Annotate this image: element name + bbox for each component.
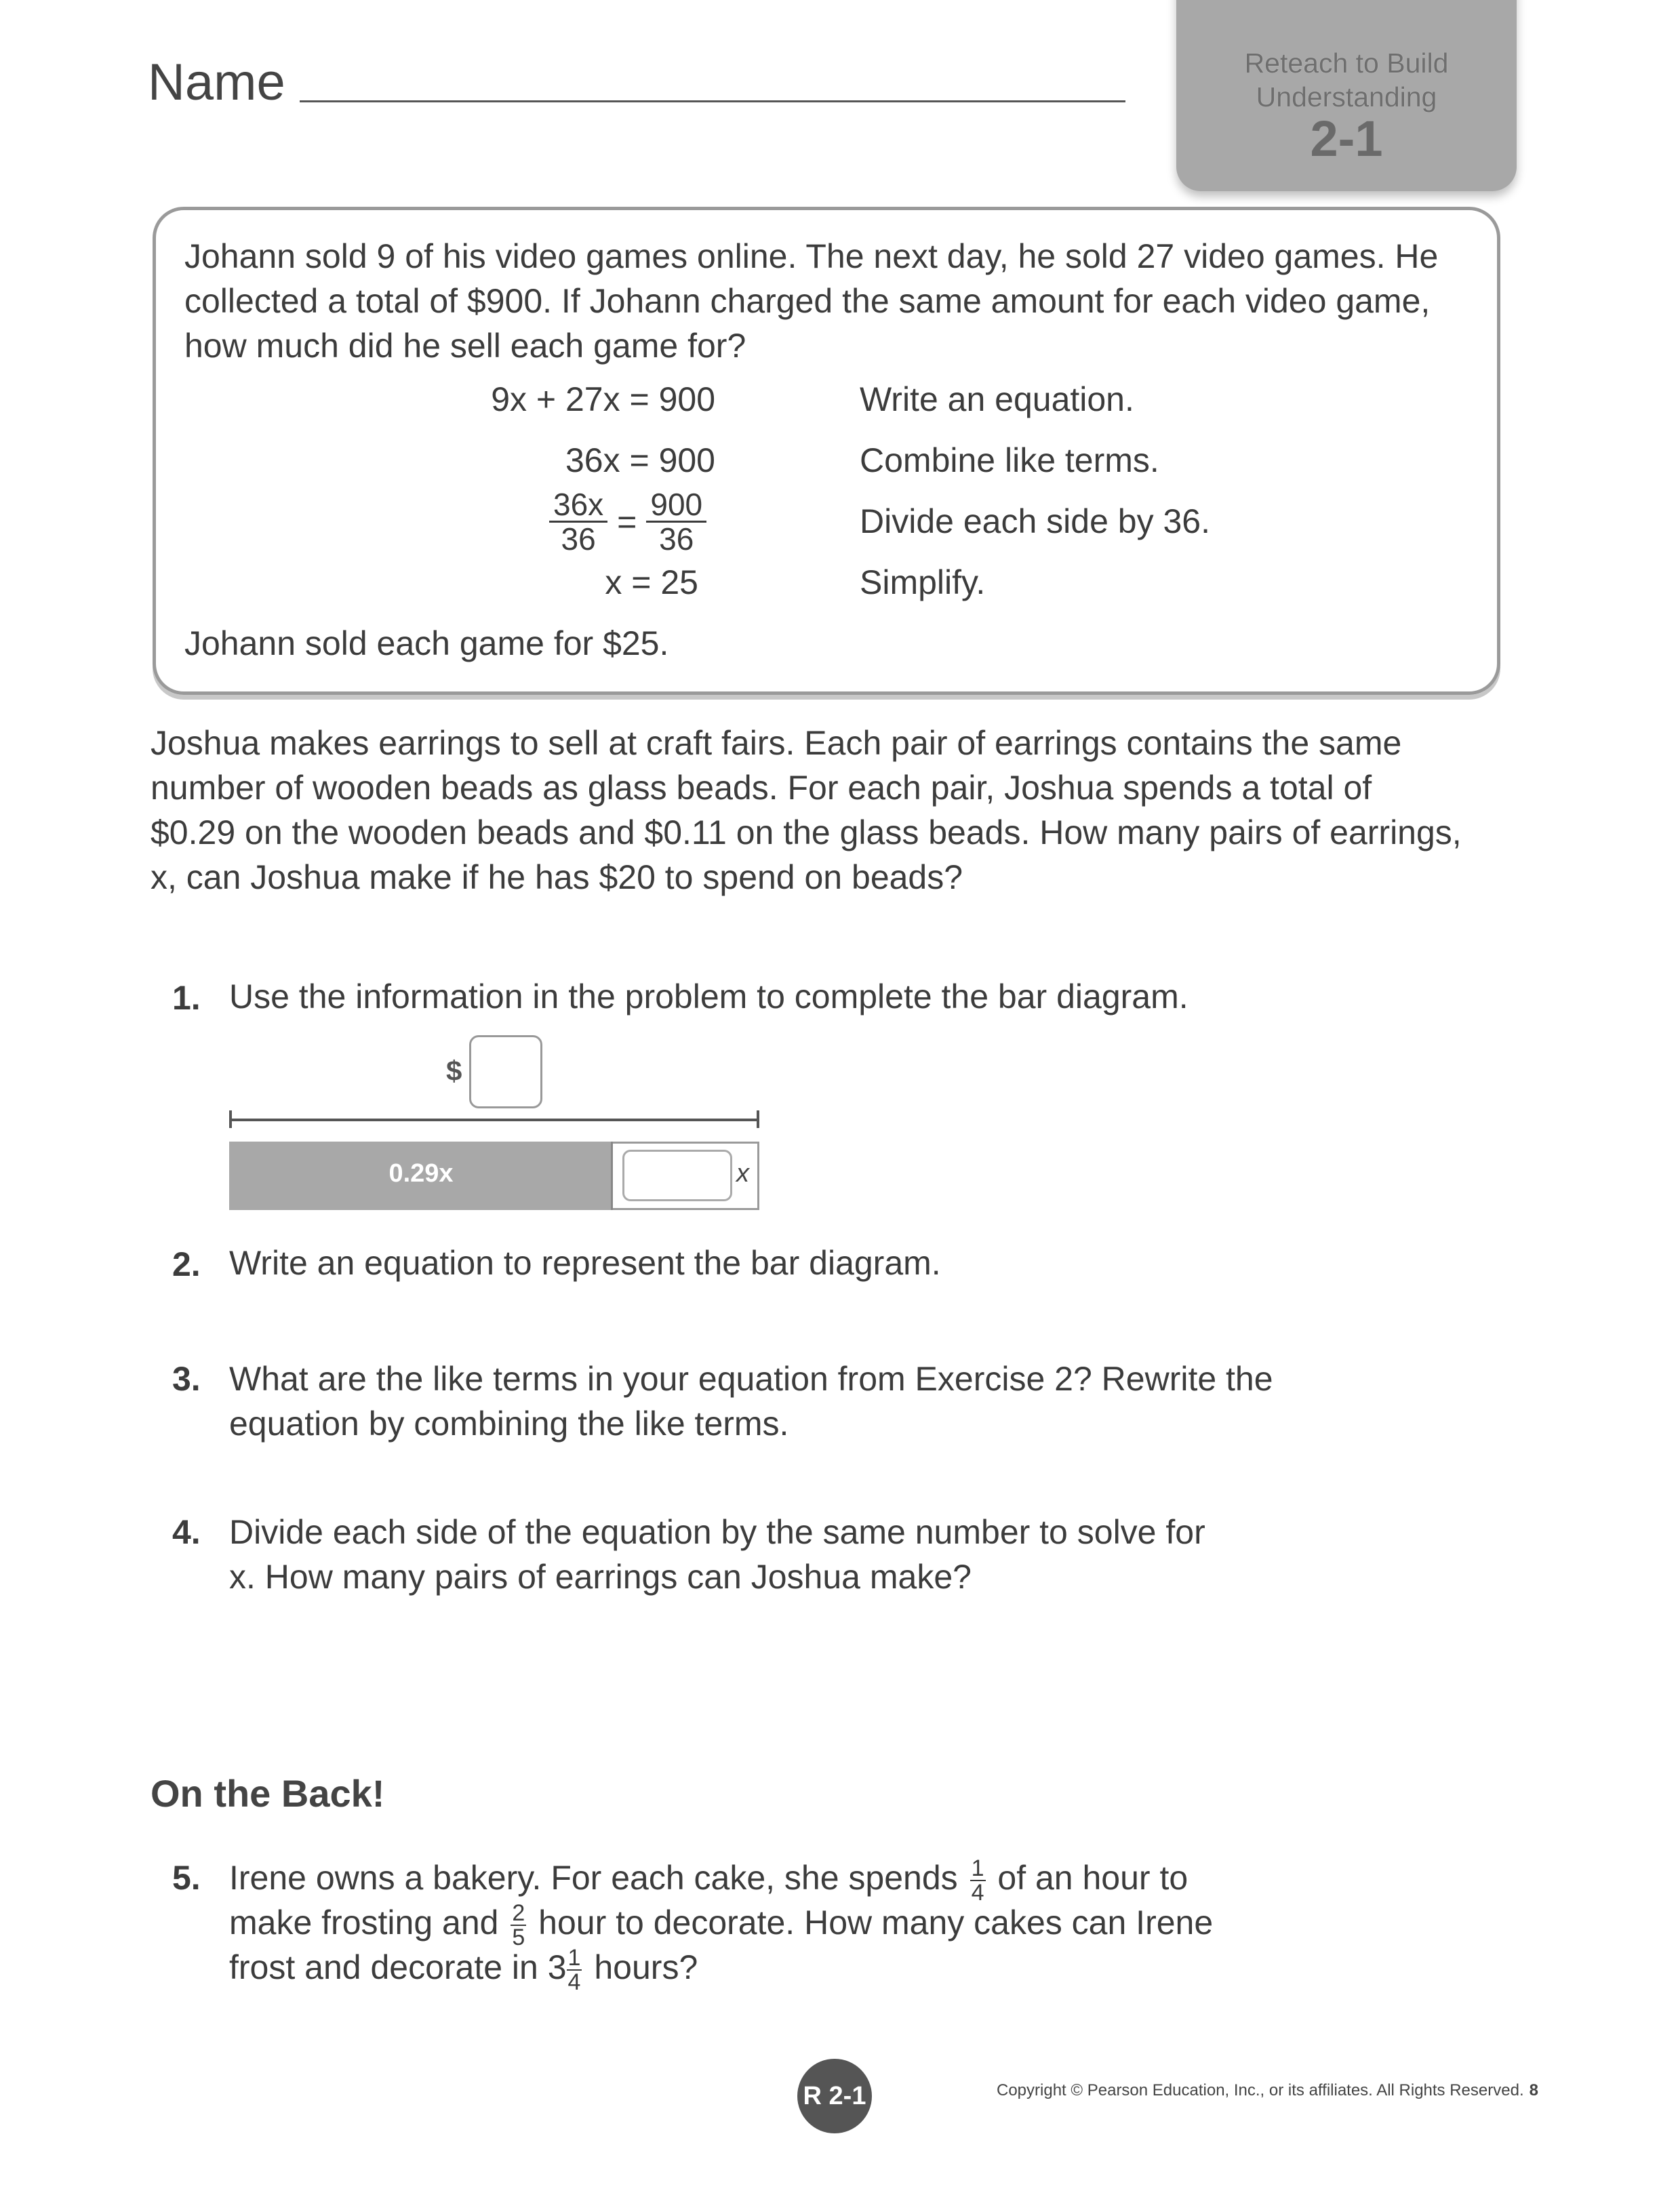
- question-3-number: 3.: [172, 1360, 201, 1398]
- question-1-number: 1.: [172, 979, 201, 1017]
- question-2-number: 2.: [172, 1245, 201, 1283]
- example-equation-3: $\frac{36x}{36}$ = $\frac{900}{36}$: [549, 488, 706, 556]
- question-5-number: 5.: [172, 1859, 201, 1897]
- q5-frac3-denominator: 4: [567, 1969, 581, 1995]
- example-step-2: Combine like terms.: [860, 441, 1159, 479]
- problem-text: Joshua makes earrings to sell at craft fairs. Each pair of earrings contains the same number of wooden beads as glass beads. For each pair, Joshua spends a total of $0.29 on the wooden beads and $0.11 on the glass beads. How many pairs of earrings, x, can Joshua make if he has $20 to spend on beads?: [151, 724, 1462, 896]
- question-4-text: Divide each side of the equation by the same number to solve for x. How many pairs of earrings can Joshua make?: [229, 1513, 1205, 1596]
- q5-line3-a: frost and decorate in 3: [229, 1948, 567, 1986]
- bar-segment-glass-answer-box[interactable]: [622, 1150, 732, 1201]
- on-the-back-heading: On the Back!: [151, 1772, 385, 1815]
- example-equation-2: 36x = 900: [565, 441, 715, 479]
- q5-line3-b: hours?: [594, 1948, 698, 1986]
- q5-frac1-denominator: 4: [971, 1879, 984, 1906]
- frac-left-denominator: 36: [561, 521, 596, 557]
- total-answer-box[interactable]: [469, 1035, 542, 1108]
- q5-frac1-numerator: 1: [971, 1855, 984, 1881]
- lesson-tab-title-line2: Understanding: [1256, 81, 1437, 113]
- name-write-line[interactable]: [300, 100, 1125, 102]
- lesson-tab-title-line1: Reteach to Build: [1244, 47, 1449, 79]
- q5-frac2-denominator: 5: [512, 1924, 525, 1950]
- q5-line1-b: of an hour to: [997, 1859, 1188, 1897]
- total-bracket: [231, 1119, 759, 1121]
- example-step-1: Write an equation.: [860, 380, 1134, 418]
- question-3-text: What are the like terms in your equation from Exercise 2? Rewrite the equation by combining the like terms.: [229, 1360, 1273, 1443]
- question-4-number: 4.: [172, 1513, 201, 1551]
- bracket-right-tick: [757, 1110, 759, 1128]
- example-step-3: Divide each side by 36.: [860, 502, 1210, 540]
- page-number: 8: [1529, 2081, 1538, 2099]
- question-1-text: Use the information in the problem to complete the bar diagram.: [229, 978, 1188, 1015]
- copyright-text: Copyright © Pearson Education, Inc., or its affiliates. All Rights Reserved.: [997, 2081, 1524, 2099]
- bar-segment-glass-variable: x: [736, 1159, 749, 1188]
- lesson-number: 2-1: [1310, 110, 1383, 167]
- copyright-notice: [997, 2081, 1538, 2100]
- frac-left-numerator: 36x: [549, 488, 607, 523]
- question-2-text: Write an equation to represent the bar diagram.: [229, 1244, 941, 1282]
- dollar-sign: $: [446, 1055, 462, 1087]
- question-5-line2: [229, 1900, 1213, 1949]
- q5-line1-a: Irene owns a bakery. For each cake, she spends: [229, 1859, 958, 1897]
- example-step-4: Simplify.: [860, 563, 986, 601]
- question-5-line1: [229, 1855, 1188, 1904]
- frac-right-numerator: 900: [646, 488, 706, 523]
- question-5-line3: [229, 1945, 698, 1994]
- bracket-left-tick: [229, 1110, 232, 1128]
- example-answer: Johann sold each game for $25.: [184, 624, 669, 662]
- q5-line2-b: hour to decorate. How many cakes can Irene: [538, 1904, 1214, 1942]
- example-equation-4: x = 25: [605, 563, 698, 601]
- q5-frac3-numerator: 1: [567, 1944, 581, 1971]
- frac-right-denominator: 36: [659, 521, 694, 557]
- example-equation-1: 9x + 27x = 900: [491, 380, 715, 418]
- page-badge: R 2-1: [797, 2059, 872, 2133]
- q5-line2-a: make frosting and: [229, 1904, 499, 1942]
- example-intro-text: Johann sold 9 of his video games online. The next day, he sold 27 video games. He collected a total of $900. If Johann charged the same amount for each video game, how much did he sell each game for?: [184, 237, 1439, 365]
- q5-frac2-numerator: 2: [512, 1899, 525, 1926]
- bar-segment-wooden-label: 0.29x: [388, 1159, 454, 1188]
- name-label: Name: [148, 54, 285, 111]
